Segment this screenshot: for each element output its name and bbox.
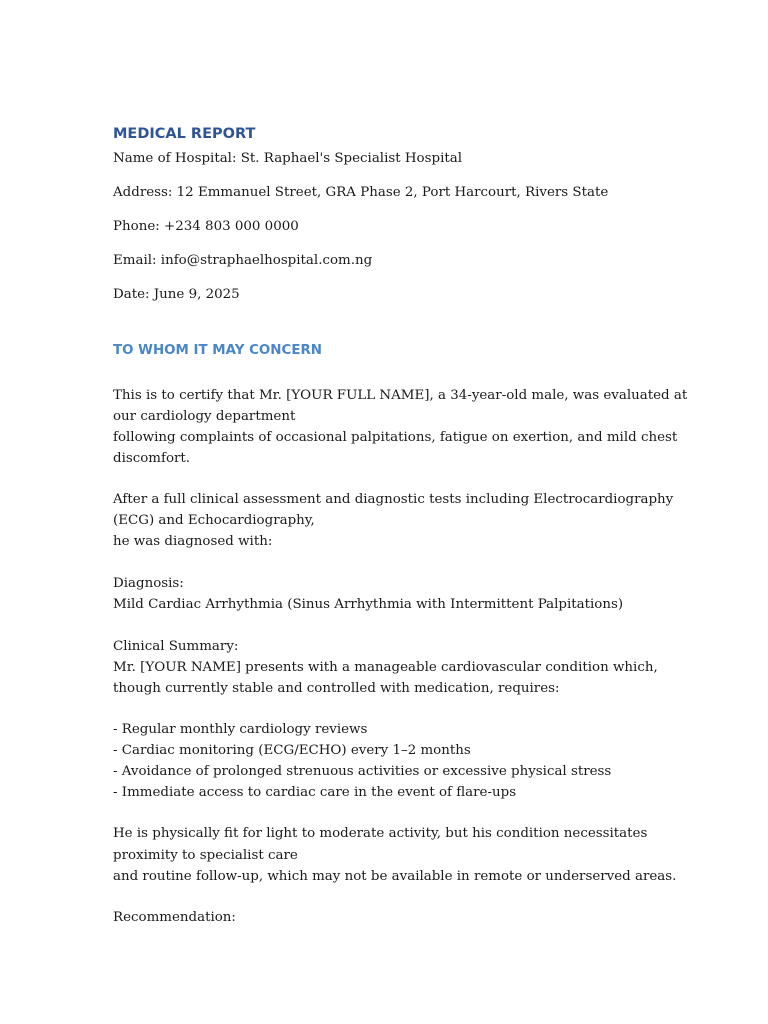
paragraph-line: He is physically fit for light to moderate activity, but his condition necessitates [113,826,648,841]
hospital-email: Email: info@straphaelhospital.com.ng [113,253,373,268]
clinical-summary-label: Clinical Summary: [113,639,239,654]
report-title: MEDICAL REPORT [113,126,256,142]
paragraph-line: though currently stable and controlled with medication, requires: [113,681,560,696]
diagnosis-label: Diagnosis: [113,576,184,591]
salutation-heading: TO WHOM IT MAY CONCERN [113,343,322,358]
report-date: Date: June 9, 2025 [113,287,240,302]
diagnosis-value: Mild Cardiac Arrhythmia (Sinus Arrhythmia with Intermittent Palpitations) [113,597,624,612]
paragraph-line: (ECG) and Echocardiography, [113,513,315,528]
list-item: - Immediate access to cardiac care in the event of flare-ups [113,785,517,800]
paragraph-line: discomfort. [113,451,191,466]
paragraph-line: he was diagnosed with: [113,534,273,549]
hospital-address: Address: 12 Emmanuel Street, GRA Phase 2, Port Harcourt, Rivers State [113,185,609,200]
list-item: - Cardiac monitoring (ECG/ECHO) every 1–2 months [113,743,471,758]
paragraph-line: Mr. [YOUR NAME] presents with a manageable cardiovascular condition which, [113,660,658,675]
paragraph-line: and routine follow-up, which may not be available in remote or underserved areas. [113,869,677,884]
paragraph-line: proximity to specialist care [113,848,298,863]
paragraph-line: following complaints of occasional palpitations, fatigue on exertion, and mild chest [113,430,678,445]
paragraph-line: This is to certify that Mr. [YOUR FULL NAME], a 34-year-old male, was evaluated at [113,388,688,403]
hospital-phone: Phone: +234 803 000 0000 [113,219,299,234]
recommendation-label: Recommendation: [113,910,236,925]
list-item: - Avoidance of prolonged strenuous activities or excessive physical stress [113,764,612,779]
hospital-name: Name of Hospital: St. Raphael's Specialist Hospital [113,151,462,166]
list-item: - Regular monthly cardiology reviews [113,722,368,737]
paragraph-line: After a full clinical assessment and diagnostic tests including Electrocardiography [113,492,674,507]
paragraph-line: our cardiology department [113,409,296,424]
